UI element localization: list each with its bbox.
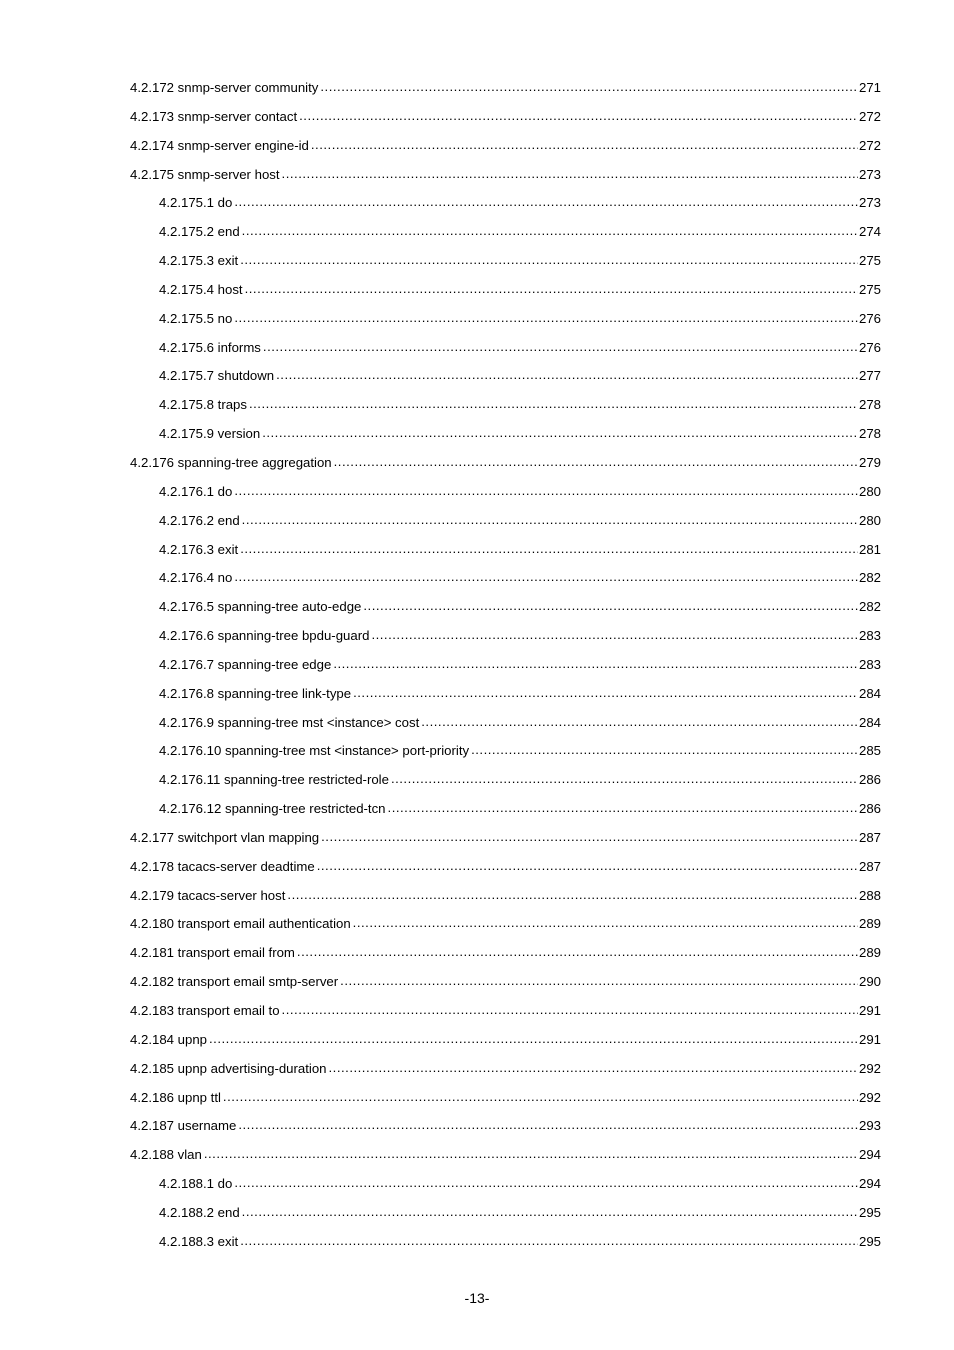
toc-entry[interactable] xyxy=(130,1232,881,1261)
toc-entry[interactable] xyxy=(130,1059,881,1088)
toc-entry[interactable] xyxy=(130,193,881,222)
toc-entry-title: 4.2.187 username xyxy=(130,1118,237,1134)
dot-leader xyxy=(353,683,858,703)
toc-entry[interactable] xyxy=(130,1145,881,1174)
toc-entry-page: 286 xyxy=(858,801,881,817)
toc-entry-title: 4.2.176.8 spanning-tree link-type xyxy=(159,685,352,701)
toc-entry[interactable] xyxy=(130,453,881,482)
toc-entry-title: 4.2.188.2 end xyxy=(159,1204,240,1220)
toc-entry-title: 4.2.175.2 end xyxy=(159,224,240,240)
dot-leader xyxy=(471,740,858,760)
toc-entry[interactable] xyxy=(130,713,881,742)
dot-leader xyxy=(263,337,858,357)
toc-entry-title: 4.2.176.12 spanning-tree restricted-tcn xyxy=(159,801,386,817)
page-number: -13- xyxy=(464,1290,490,1306)
toc-entry-page: 288 xyxy=(858,887,881,903)
toc-entry-page: 272 xyxy=(858,108,881,124)
toc-entry-title: 4.2.176.7 spanning-tree edge xyxy=(159,656,332,672)
toc-entry-title: 4.2.180 transport email authentication xyxy=(130,916,351,932)
toc-entry[interactable] xyxy=(130,136,881,165)
toc-entry[interactable] xyxy=(130,684,881,713)
dot-leader xyxy=(311,135,858,155)
dot-leader xyxy=(391,769,858,789)
toc-entry-page: 276 xyxy=(858,339,881,355)
toc-entry[interactable] xyxy=(130,568,881,597)
toc-entry-title: 4.2.175 snmp-server host xyxy=(130,166,280,182)
dot-leader xyxy=(287,885,858,905)
dot-leader xyxy=(321,827,858,847)
toc-entry[interactable] xyxy=(130,1174,881,1203)
toc-entry-page: 276 xyxy=(858,310,881,326)
dot-leader xyxy=(334,452,858,472)
toc-entry[interactable] xyxy=(130,1001,881,1030)
toc-entry-page: 289 xyxy=(858,945,881,961)
dot-leader xyxy=(353,913,858,933)
toc-entry-page: 271 xyxy=(858,80,881,95)
toc-entry-title: 4.2.186 upnp ttl xyxy=(130,1089,221,1105)
toc-entry-title: 4.2.176.10 spanning-tree mst <instance> port-priority xyxy=(159,743,470,759)
toc-entry-page: 273 xyxy=(858,166,881,182)
dot-leader xyxy=(234,308,858,328)
dot-leader xyxy=(421,712,858,732)
toc-entry-page: 287 xyxy=(858,858,881,874)
toc-entry-page: 285 xyxy=(858,743,881,759)
toc-entry-page: 278 xyxy=(858,397,881,413)
toc-entry-title: 4.2.176.2 end xyxy=(159,512,240,528)
toc-entry[interactable] xyxy=(130,914,881,943)
toc-entry-title: 4.2.184 upnp xyxy=(130,1031,208,1047)
toc-entry[interactable] xyxy=(130,280,881,309)
dot-leader xyxy=(234,567,858,587)
toc-entry-page: 286 xyxy=(858,772,881,788)
toc-entry[interactable] xyxy=(130,741,881,770)
toc-entry-page: 282 xyxy=(858,570,881,586)
toc-entry-page: 284 xyxy=(858,714,881,730)
toc-entry-title: 4.2.176.1 do xyxy=(159,483,233,499)
toc-entry-page: 275 xyxy=(858,281,881,297)
toc-entry-title: 4.2.173 snmp-server contact xyxy=(130,108,298,124)
dot-leader xyxy=(240,1231,858,1251)
toc-entry-page: 292 xyxy=(858,1089,881,1105)
dot-leader xyxy=(333,654,858,674)
toc-entry[interactable] xyxy=(130,107,881,136)
toc-entry-title: 4.2.175.1 do xyxy=(159,195,233,211)
toc-entry-page: 274 xyxy=(858,224,881,240)
toc-entry[interactable] xyxy=(130,886,881,915)
toc-entry-page: 294 xyxy=(858,1147,881,1163)
toc-entry[interactable] xyxy=(130,511,881,540)
toc-entry-title: 4.2.175.4 host xyxy=(159,281,243,297)
table-of-contents xyxy=(130,78,881,1261)
dot-leader xyxy=(363,596,858,616)
dot-leader xyxy=(320,77,858,97)
toc-entry-page: 289 xyxy=(858,916,881,932)
toc-entry-title: 4.2.179 tacacs-server host xyxy=(130,887,286,903)
toc-entry-title: 4.2.176.9 spanning-tree mst <instance> cost xyxy=(159,714,420,730)
toc-entry-title: 4.2.185 upnp advertising-duration xyxy=(130,1060,327,1076)
toc-entry-page: 284 xyxy=(858,685,881,701)
toc-entry[interactable] xyxy=(130,626,881,655)
toc-entry-title: 4.2.176.3 exit xyxy=(159,541,239,557)
toc-entry-page: 283 xyxy=(858,628,881,644)
toc-entry[interactable] xyxy=(130,165,881,194)
dot-leader xyxy=(262,423,858,443)
toc-entry[interactable] xyxy=(130,482,881,511)
toc-entry[interactable] xyxy=(130,366,881,395)
toc-entry-page: 282 xyxy=(858,599,881,615)
toc-entry-title: 4.2.175.6 informs xyxy=(159,339,261,355)
toc-entry-title: 4.2.175.9 version xyxy=(159,426,261,442)
toc-entry-title: 4.2.175.7 shutdown xyxy=(159,368,275,384)
dot-leader xyxy=(240,250,858,270)
dot-leader xyxy=(223,1087,858,1107)
toc-entry-title: 4.2.174 snmp-server engine-id xyxy=(130,137,309,153)
toc-entry-title: 4.2.182 transport email smtp-server xyxy=(130,974,339,990)
toc-entry-title: 4.2.176 spanning-tree aggregation xyxy=(130,454,332,470)
dot-leader xyxy=(245,279,858,299)
toc-entry[interactable] xyxy=(130,655,881,684)
toc-entry-title: 4.2.175.8 traps xyxy=(159,397,247,413)
toc-entry-title: 4.2.188 vlan xyxy=(130,1147,202,1163)
dot-leader xyxy=(282,164,858,184)
toc-entry[interactable] xyxy=(130,597,881,626)
toc-entry[interactable] xyxy=(130,222,881,251)
toc-entry[interactable] xyxy=(130,1116,881,1145)
toc-entry-title: 4.2.176.11 spanning-tree restricted-role xyxy=(159,772,389,788)
toc-entry-title: 4.2.181 transport email from xyxy=(130,945,295,961)
toc-entry[interactable] xyxy=(130,799,881,828)
toc-entry-page: 287 xyxy=(858,829,881,845)
toc-entry[interactable] xyxy=(130,828,881,857)
dot-leader xyxy=(276,365,858,385)
dot-leader xyxy=(297,942,858,962)
toc-entry-title: 4.2.175.5 no xyxy=(159,310,233,326)
toc-entry-page: 291 xyxy=(858,1003,881,1018)
toc-entry-page: 272 xyxy=(858,137,881,153)
toc-entry[interactable] xyxy=(130,540,881,569)
toc-entry-title: 4.2.188.3 exit xyxy=(159,1233,239,1249)
dot-leader xyxy=(242,510,858,530)
toc-entry[interactable] xyxy=(130,1088,881,1117)
toc-entry-page: 294 xyxy=(858,1176,881,1192)
dot-leader xyxy=(209,1029,858,1049)
toc-entry-page: 281 xyxy=(858,541,881,557)
dot-leader xyxy=(238,1115,858,1135)
toc-entry-title: 4.2.172 snmp-server community xyxy=(130,80,319,95)
toc-entry[interactable] xyxy=(130,1203,881,1232)
toc-entry-page: 291 xyxy=(858,1031,881,1047)
toc-entry-page: 280 xyxy=(858,512,881,528)
toc-entry[interactable] xyxy=(130,943,881,972)
dot-leader xyxy=(240,539,858,559)
dot-leader xyxy=(371,625,858,645)
dot-leader xyxy=(329,1058,858,1078)
toc-entry-title: 4.2.176.6 spanning-tree bpdu-guard xyxy=(159,628,370,644)
toc-entry-page: 295 xyxy=(858,1204,881,1220)
toc-entry-page: 277 xyxy=(858,368,881,384)
toc-entry[interactable] xyxy=(130,972,881,1001)
dot-leader xyxy=(317,856,858,876)
toc-entry-title: 4.2.177 switchport vlan mapping xyxy=(130,829,320,845)
toc-entry[interactable] xyxy=(130,78,881,107)
toc-entry[interactable] xyxy=(130,857,881,886)
toc-entry-title: 4.2.178 tacacs-server deadtime xyxy=(130,858,315,874)
toc-entry-title: 4.2.188.1 do xyxy=(159,1176,233,1192)
toc-entry-page: 295 xyxy=(858,1233,881,1249)
dot-leader xyxy=(282,1000,858,1020)
toc-entry-page: 275 xyxy=(858,253,881,269)
toc-entry[interactable] xyxy=(130,338,881,367)
toc-entry-page: 292 xyxy=(858,1060,881,1076)
toc-entry[interactable] xyxy=(130,1030,881,1059)
toc-entry-page: 283 xyxy=(858,656,881,672)
toc-entry-page: 273 xyxy=(858,195,881,211)
dot-leader xyxy=(234,481,858,501)
dot-leader xyxy=(388,798,858,818)
toc-entry-page: 293 xyxy=(858,1118,881,1134)
toc-entry-title: 4.2.183 transport email to xyxy=(130,1003,280,1018)
toc-entry-title: 4.2.175.3 exit xyxy=(159,253,239,269)
toc-entry[interactable] xyxy=(130,395,881,424)
toc-entry[interactable] xyxy=(130,251,881,280)
toc-entry-title: 4.2.176.4 no xyxy=(159,570,233,586)
dot-leader xyxy=(234,192,858,212)
dot-leader xyxy=(340,971,858,991)
toc-entry-page: 290 xyxy=(858,974,881,990)
dot-leader xyxy=(242,1202,858,1222)
toc-entry-page: 279 xyxy=(858,454,881,470)
toc-entry[interactable] xyxy=(130,770,881,799)
toc-entry[interactable] xyxy=(130,309,881,338)
dot-leader xyxy=(204,1144,858,1164)
dot-leader xyxy=(299,106,858,126)
toc-entry-page: 278 xyxy=(858,426,881,442)
dot-leader xyxy=(242,221,858,241)
toc-entry[interactable] xyxy=(130,424,881,453)
dot-leader xyxy=(249,394,858,414)
toc-entry-title: 4.2.176.5 spanning-tree auto-edge xyxy=(159,599,362,615)
dot-leader xyxy=(234,1173,858,1193)
toc-entry-page: 280 xyxy=(858,483,881,499)
